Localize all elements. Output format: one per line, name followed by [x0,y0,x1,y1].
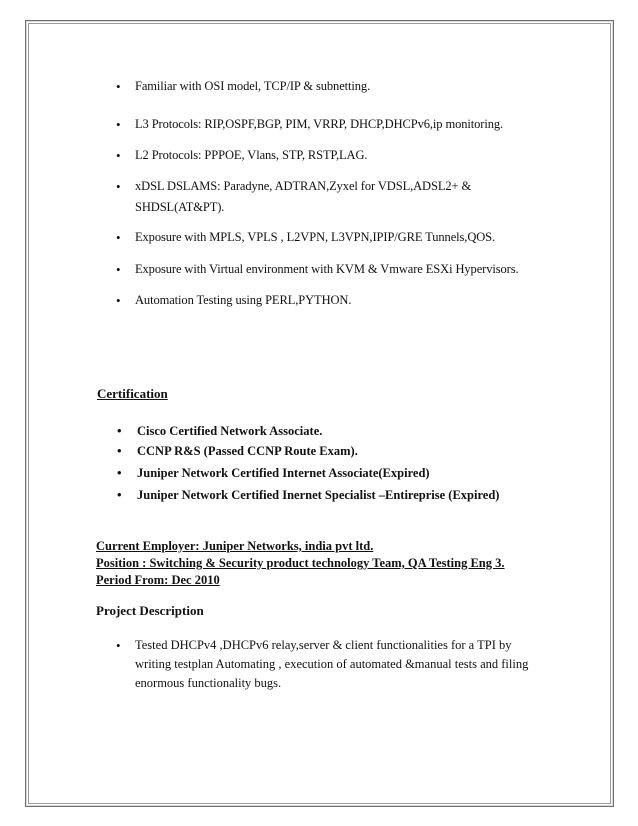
bullet-icon: • [116,293,121,308]
skill-text: xDSL DSLAMS: Paradyne, ADTRAN,Zyxel for VDSL,ADSL2+ & SHDSL(AT&PT). [135,179,472,214]
skill-item [116,114,556,135]
skill-text: L3 Protocols: RIP,OSPF,BGP, PIM, VRRP, DHCP,DHCPv6,ip monitoring. [135,117,504,131]
skill-text: Exposure with Virtual environment with KVM & Vmware ESXi Hypervisors. [135,262,519,276]
skill-item [116,176,476,218]
bullet-icon: • [116,79,121,94]
bullet-icon: • [116,148,121,163]
current-employer: Current Employer: Juniper Networks, india pvt ltd. [96,539,374,553]
project-text: Tested DHCPv4 ,DHCPv6 relay,server & client functionalities for a TPI by writing testplan Automating , execution of automated &manual tests and filing enormous functionality bugs. [135,638,529,690]
cert-text: Juniper Network Certified Internet Associate(Expired) [137,466,430,480]
skill-text: Familiar with OSI model, TCP/IP & subnetting. [135,79,371,93]
bullet-icon: • [117,465,122,480]
skill-text: Exposure with MPLS, VPLS , L2VPN, L3VPN,IPIP/GRE Tunnels,QOS. [135,230,496,244]
position: Position : Switching & Security product technology Team, QA Testing Eng 3. [96,556,505,570]
skill-item [116,76,556,97]
bullet-icon: • [117,487,122,502]
certification-heading: Certification [97,386,168,401]
cert-item [117,422,577,440]
cert-text: Cisco Certified Network Associate. [137,424,323,438]
period: Period From: Dec 2010 [96,573,220,587]
cert-text: CCNP R&S (Passed CCNP Route Exam). [137,444,358,458]
bullet-icon: • [116,117,121,132]
project-item [116,636,536,693]
cert-item [117,486,577,504]
skill-text: Automation Testing using PERL,PYTHON. [135,293,352,307]
skill-item [116,290,556,311]
skill-item [116,227,556,248]
cert-item [117,464,577,482]
bullet-icon: • [116,230,121,245]
skill-item [116,145,556,166]
bullet-icon: • [116,638,121,653]
project-description-heading: Project Description [96,603,204,618]
skill-text: L2 Protocols: PPPOE, Vlans, STP, RSTP,LAG. [135,148,368,162]
employer-block [96,538,505,589]
cert-item [117,442,577,460]
bullet-icon: • [117,443,122,458]
bullet-icon: • [117,423,122,438]
skill-item [116,259,556,280]
cert-text: Juniper Network Certified Inernet Specialist –Entireprise (Expired) [137,488,500,502]
bullet-icon: • [116,262,121,277]
bullet-icon: • [116,179,121,194]
